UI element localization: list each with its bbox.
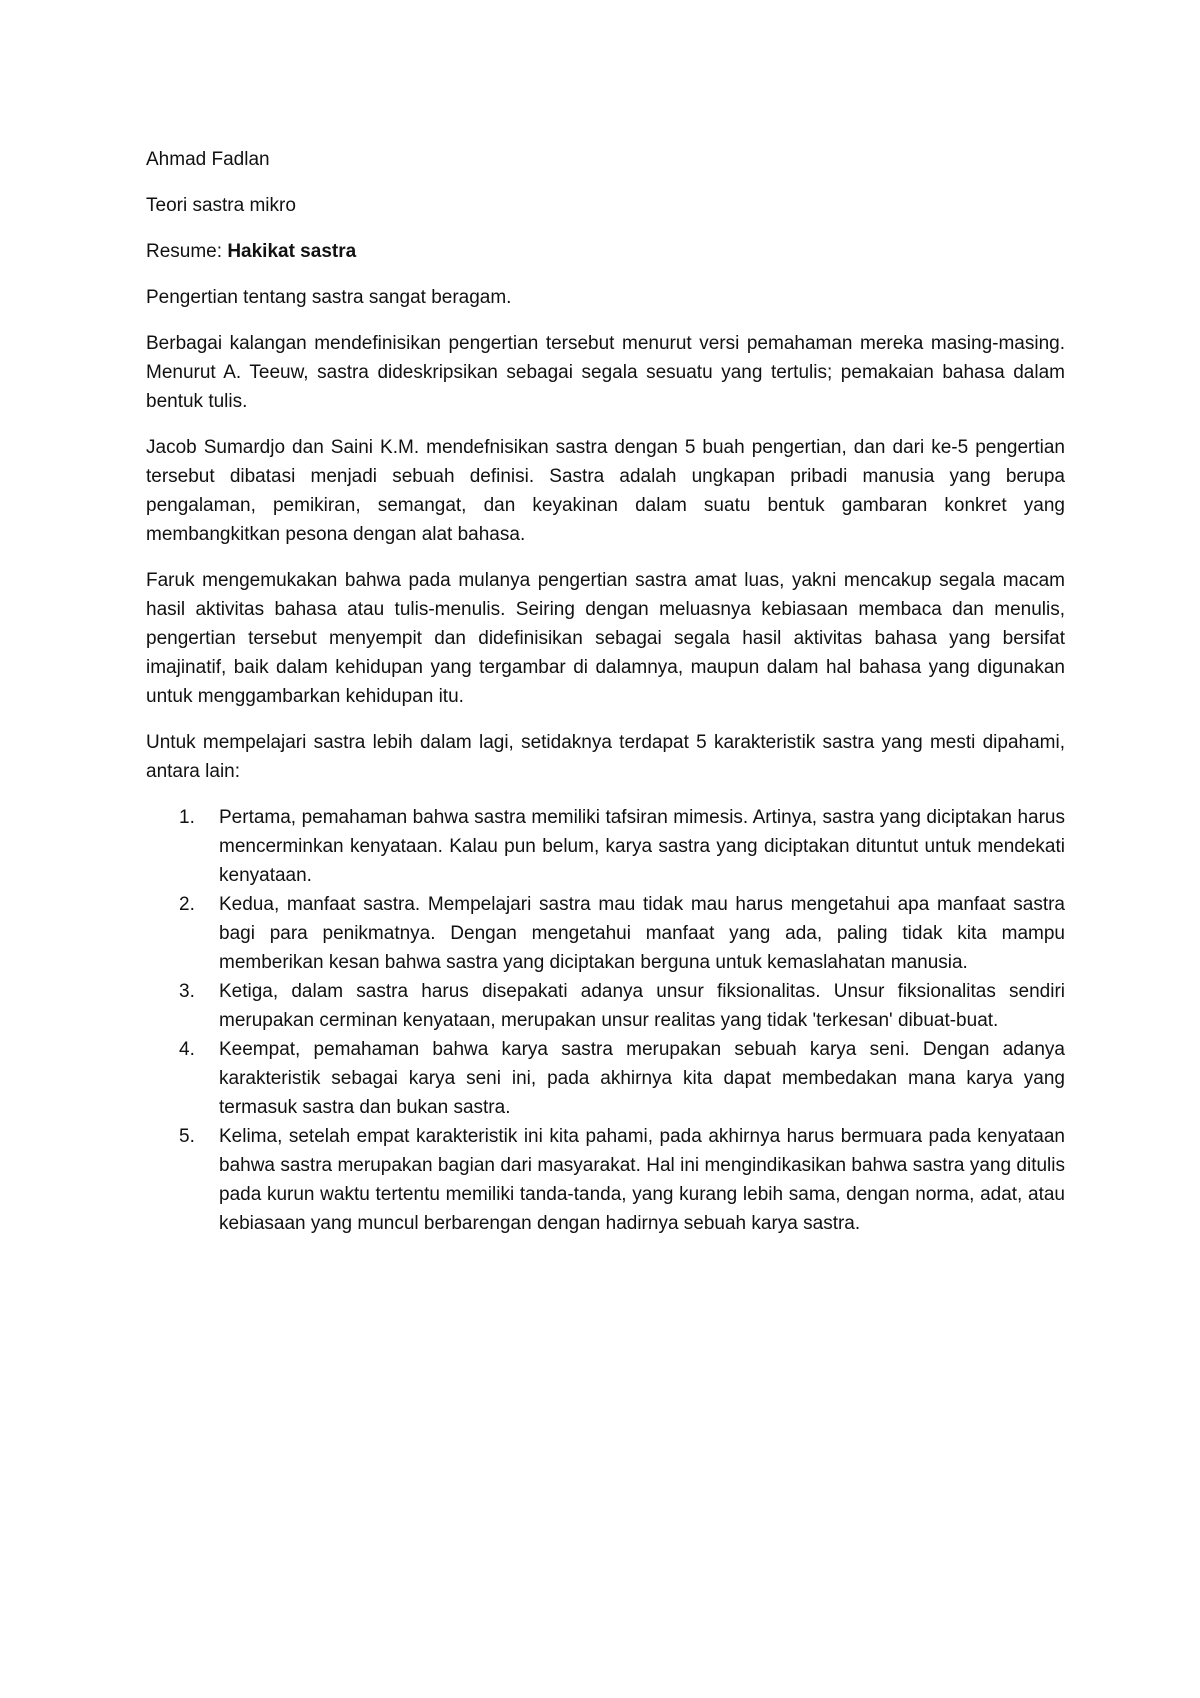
resume-label: Resume: — [146, 241, 228, 262]
list-item — [146, 1035, 1065, 1122]
characteristics-list — [146, 803, 1065, 1238]
list-item-number: 5. — [179, 1126, 195, 1147]
list-item-number: 1. — [179, 807, 195, 828]
paragraph-intro: Pengertian tentang sastra sangat beragam. — [146, 287, 512, 308]
list-item — [146, 803, 1065, 890]
list-item-number: 2. — [179, 894, 195, 915]
resume-title: Hakikat sastra — [227, 241, 357, 262]
list-item-text: Kelima, setelah empat karakteristik ini kita pahami, pada akhirnya harus bermuara pada kenyataan bahwa sastra merupakan bagian dari masyarakat. Hal ini mengindikasikan bahwa sastra yang ditulis pada kurun waktu tertentu memiliki tanda-tanda, yang kurang lebih sama, dengan norma, adat, atau kebiasaan yang muncul berbarengan dengan hadirnya sebuah karya sastra. — [219, 1126, 1065, 1234]
list-item — [146, 890, 1065, 977]
paragraph-teeuw: Berbagai kalangan mendefinisikan pengertian tersebut menurut versi pemahaman mereka masing-masing. Menurut A. Teeuw, sastra dideskripsikan sebagai segala sesuatu yang tertulis; pemakaian bahasa dalam bentuk tulis. — [146, 333, 1065, 412]
resume-heading — [146, 237, 1065, 266]
list-item-number: 4. — [179, 1039, 195, 1060]
list-item — [146, 1122, 1065, 1238]
list-item-text: Ketiga, dalam sastra harus disepakati adanya unsur fiksionalitas. Unsur fiksionalitas sendiri merupakan cerminan kenyataan, merupakan unsur realitas yang tidak 'terkesan' dibuat-buat. — [219, 981, 1065, 1031]
course-name: Teori sastra mikro — [146, 195, 296, 216]
paragraph-sumardjo: Jacob Sumardjo dan Saini K.M. mendefnisikan sastra dengan 5 buah pengertian, dan dari ke-5 pengertian tersebut dibatasi menjadi sebuah definisi. Sastra adalah ungkapan pribadi manusia yang berupa pengalaman, pemikiran, semangat, dan keyakinan dalam suatu bentuk gambaran konkret yang membangkitkan pesona dengan alat bahasa. — [146, 437, 1065, 545]
paragraph-characteristics-intro: Untuk mempelajari sastra lebih dalam lagi, setidaknya terdapat 5 karakteristik sastra yang mesti dipahami, antara lain: — [146, 732, 1065, 782]
list-item-number: 3. — [179, 981, 195, 1002]
list-item-text: Keempat, pemahaman bahwa karya sastra merupakan sebuah karya seni. Dengan adanya karakteristik sebagai karya seni ini, pada akhirnya kita dapat membedakan mana karya yang termasuk sastra dan bukan sastra. — [219, 1039, 1065, 1118]
list-item-text: Pertama, pemahaman bahwa sastra memiliki tafsiran mimesis. Artinya, sastra yang diciptakan harus mencerminkan kenyataan. Kalau pun belum, karya sastra yang diciptakan dituntut untuk mendekati kenyataan. — [219, 807, 1065, 886]
author-name: Ahmad Fadlan — [146, 149, 270, 170]
paragraph-faruk: Faruk mengemukakan bahwa pada mulanya pengertian sastra amat luas, yakni mencakup segala macam hasil aktivitas bahasa atau tulis-menulis. Seiring dengan meluasnya kebiasaan membaca dan menulis, pengertian tersebut menyempit dan didefinisikan sebagai segala hasil aktivitas bahasa yang bersifat imajinatif, baik dalam kehidupan yang tergambar di dalamnya, maupun dalam hal bahasa yang digunakan untuk menggambarkan kehidupan itu. — [146, 570, 1065, 707]
list-item-text: Kedua, manfaat sastra. Mempelajari sastra mau tidak mau harus mengetahui apa manfaat sastra bagi para penikmatnya. Dengan mengetahui manfaat yang ada, paling tidak kita mampu memberikan kesan bahwa sastra yang diciptakan berguna untuk kemaslahatan manusia. — [219, 894, 1065, 973]
list-item — [146, 977, 1065, 1035]
